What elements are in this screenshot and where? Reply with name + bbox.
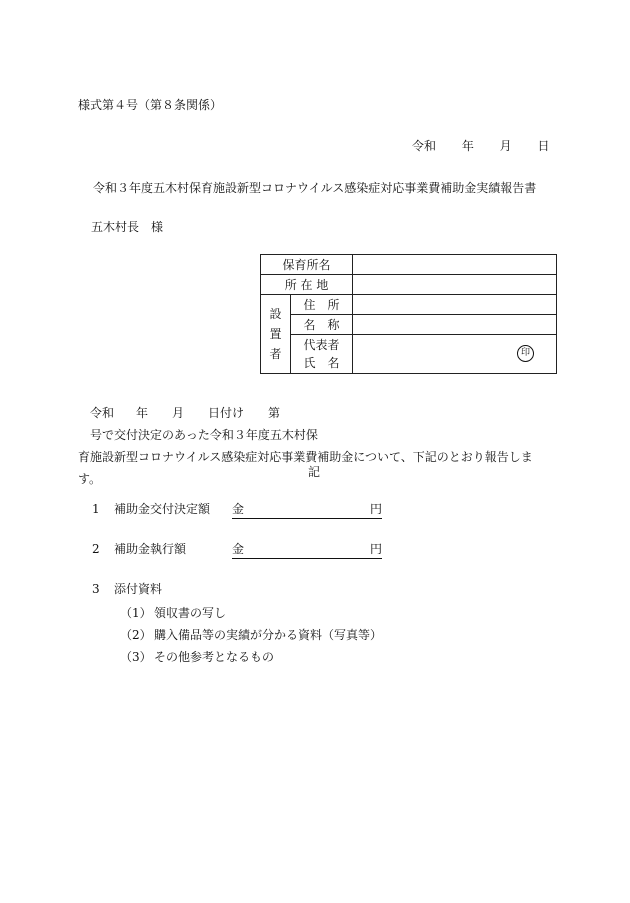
date-era: 令和	[412, 139, 437, 153]
amount-prefix: 金	[232, 502, 245, 516]
establisher-text: 設置者	[269, 307, 282, 361]
location-value[interactable]	[353, 275, 557, 295]
document-title: 令和３年度五木村保育施設新型コロナウイルス感染症対応事業費補助金実績報告書	[93, 181, 537, 195]
body-number-prefix: 第	[268, 406, 281, 420]
attachment-number: （3）	[120, 650, 152, 664]
body-month: 月	[172, 406, 185, 420]
body-era: 令和	[90, 406, 115, 420]
item-number: 1	[92, 502, 100, 516]
date-month: 月	[499, 139, 512, 153]
date-day: 日	[537, 139, 550, 153]
applicant-info-table	[260, 254, 557, 374]
facility-name-value[interactable]	[353, 255, 557, 275]
item-number: 2	[92, 542, 100, 556]
amount-unit: 円	[369, 542, 382, 556]
grant-executed-amount-field[interactable]	[232, 540, 382, 559]
name-label: 名 称	[291, 315, 353, 335]
attachment-number: （1）	[120, 606, 152, 620]
body-line-1-rest: 号で交付決定のあった令和３年度五木村保	[90, 428, 318, 442]
attachment-text: その他参考となるもの	[154, 650, 275, 664]
amount-prefix: 金	[232, 542, 245, 556]
item-attachments	[92, 580, 162, 597]
attachment-item	[120, 602, 382, 624]
item-label: 補助金交付決定額	[114, 502, 211, 516]
name-value[interactable]	[353, 315, 557, 335]
representative-line2: 氏 名	[303, 356, 340, 370]
facility-name-label: 保育所名	[261, 255, 353, 275]
address-label: 住 所	[291, 295, 353, 315]
representative-label	[291, 335, 353, 374]
seal-mark: 印	[517, 345, 534, 362]
body-line-1	[90, 402, 550, 446]
item-grant-decision-amount	[92, 500, 382, 519]
item-label: 補助金執行額	[114, 542, 187, 556]
attachment-list	[120, 602, 382, 668]
attachment-number: （2）	[120, 628, 152, 642]
attachment-item	[120, 624, 382, 646]
attachment-text: 購入備品等の実績が分かる資料（写真等）	[154, 628, 383, 642]
item-grant-executed-amount	[92, 540, 382, 559]
addressee: 五木村長 様	[91, 220, 164, 234]
date-year: 年	[461, 139, 474, 153]
amount-unit: 円	[369, 502, 382, 516]
date-line	[412, 137, 550, 154]
representative-value[interactable]	[353, 335, 557, 374]
address-value[interactable]	[353, 295, 557, 315]
attachment-text: 領収書の写し	[154, 606, 227, 620]
body-year: 年	[136, 406, 149, 420]
form-number: 様式第４号（第８条関係）	[78, 98, 223, 112]
location-label: 所 在 地	[261, 275, 353, 295]
body-date-suffix: 日付け	[208, 406, 245, 420]
representative-line1: 代表者	[303, 338, 340, 352]
item-label: 添付資料	[114, 582, 163, 596]
establisher-label	[261, 295, 291, 374]
ki-heading: 記	[308, 465, 321, 479]
body-line-2: 育施設新型コロナウイルス感染症対応事業費補助金について、下記のとおり報告します。	[78, 450, 533, 486]
attachment-item	[120, 646, 382, 668]
item-number: 3	[92, 582, 100, 596]
grant-decision-amount-field[interactable]	[232, 500, 382, 519]
